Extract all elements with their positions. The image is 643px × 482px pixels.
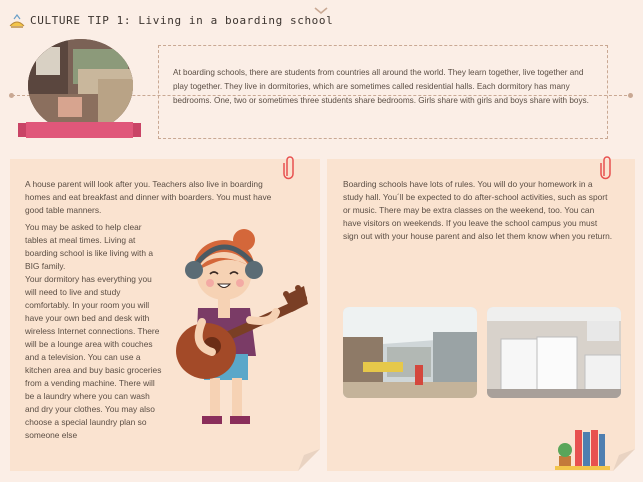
tip-icon	[8, 14, 26, 30]
left-paragraph-1: A house parent will look after you. Teachers also live in boarding homes and eat breakfast and dinner with boarders. You must have good table manners.	[25, 179, 272, 215]
left-paragraph-2: You may be asked to help clear tables at meal times. Living at boarding school is like living with a BIG family. Your dormitory has everything you will need to live and study comfortably. In your room you will have your own bed and desk with wireless Internet connections. There will be a lounge area with couches and a television. You can use a kitchen area and buy basic groceries from a vending machine. There will be a laundry where you can wash and dry your clothes. You may also choose a special laundry plan so someone else	[25, 222, 162, 440]
intro-text: At boarding schools, there are students from countries all around the world. They learn together, live together and play together. They live in dormitories, which are sometimes called residential halls. Each dormitory has many bedrooms. One, two or sometimes three students share bedrooms. Girls share with girls and boys share with boys.	[173, 68, 589, 105]
right-paragraph-1: Boarding schools have lots of rules. You will do your homework in a study hall. You´ll be expected to do after-school activities, such as sport or music. There may be extra classes on the weekend, too. You can have visitors on weekends. If you leave the school campus you must sign out with your house parent and also let them know when you return.	[343, 179, 613, 241]
page-title: CULTURE TIP 1: Living in a boarding school	[30, 14, 334, 27]
girl-with-guitar-illustration	[172, 226, 312, 436]
divider-dot	[9, 93, 14, 98]
pink-ribbon	[18, 120, 141, 140]
intro-box	[158, 45, 608, 139]
books-and-plant-illustration	[555, 426, 610, 472]
laundry-photo	[487, 307, 621, 398]
page-fold-icon	[613, 449, 635, 471]
divider-dot	[628, 93, 633, 98]
paperclip-icon	[283, 154, 297, 180]
page-fold-icon	[298, 449, 320, 471]
dorm-room-photo	[28, 39, 133, 132]
study-hall-photo	[343, 307, 477, 398]
paperclip-icon	[600, 154, 614, 180]
